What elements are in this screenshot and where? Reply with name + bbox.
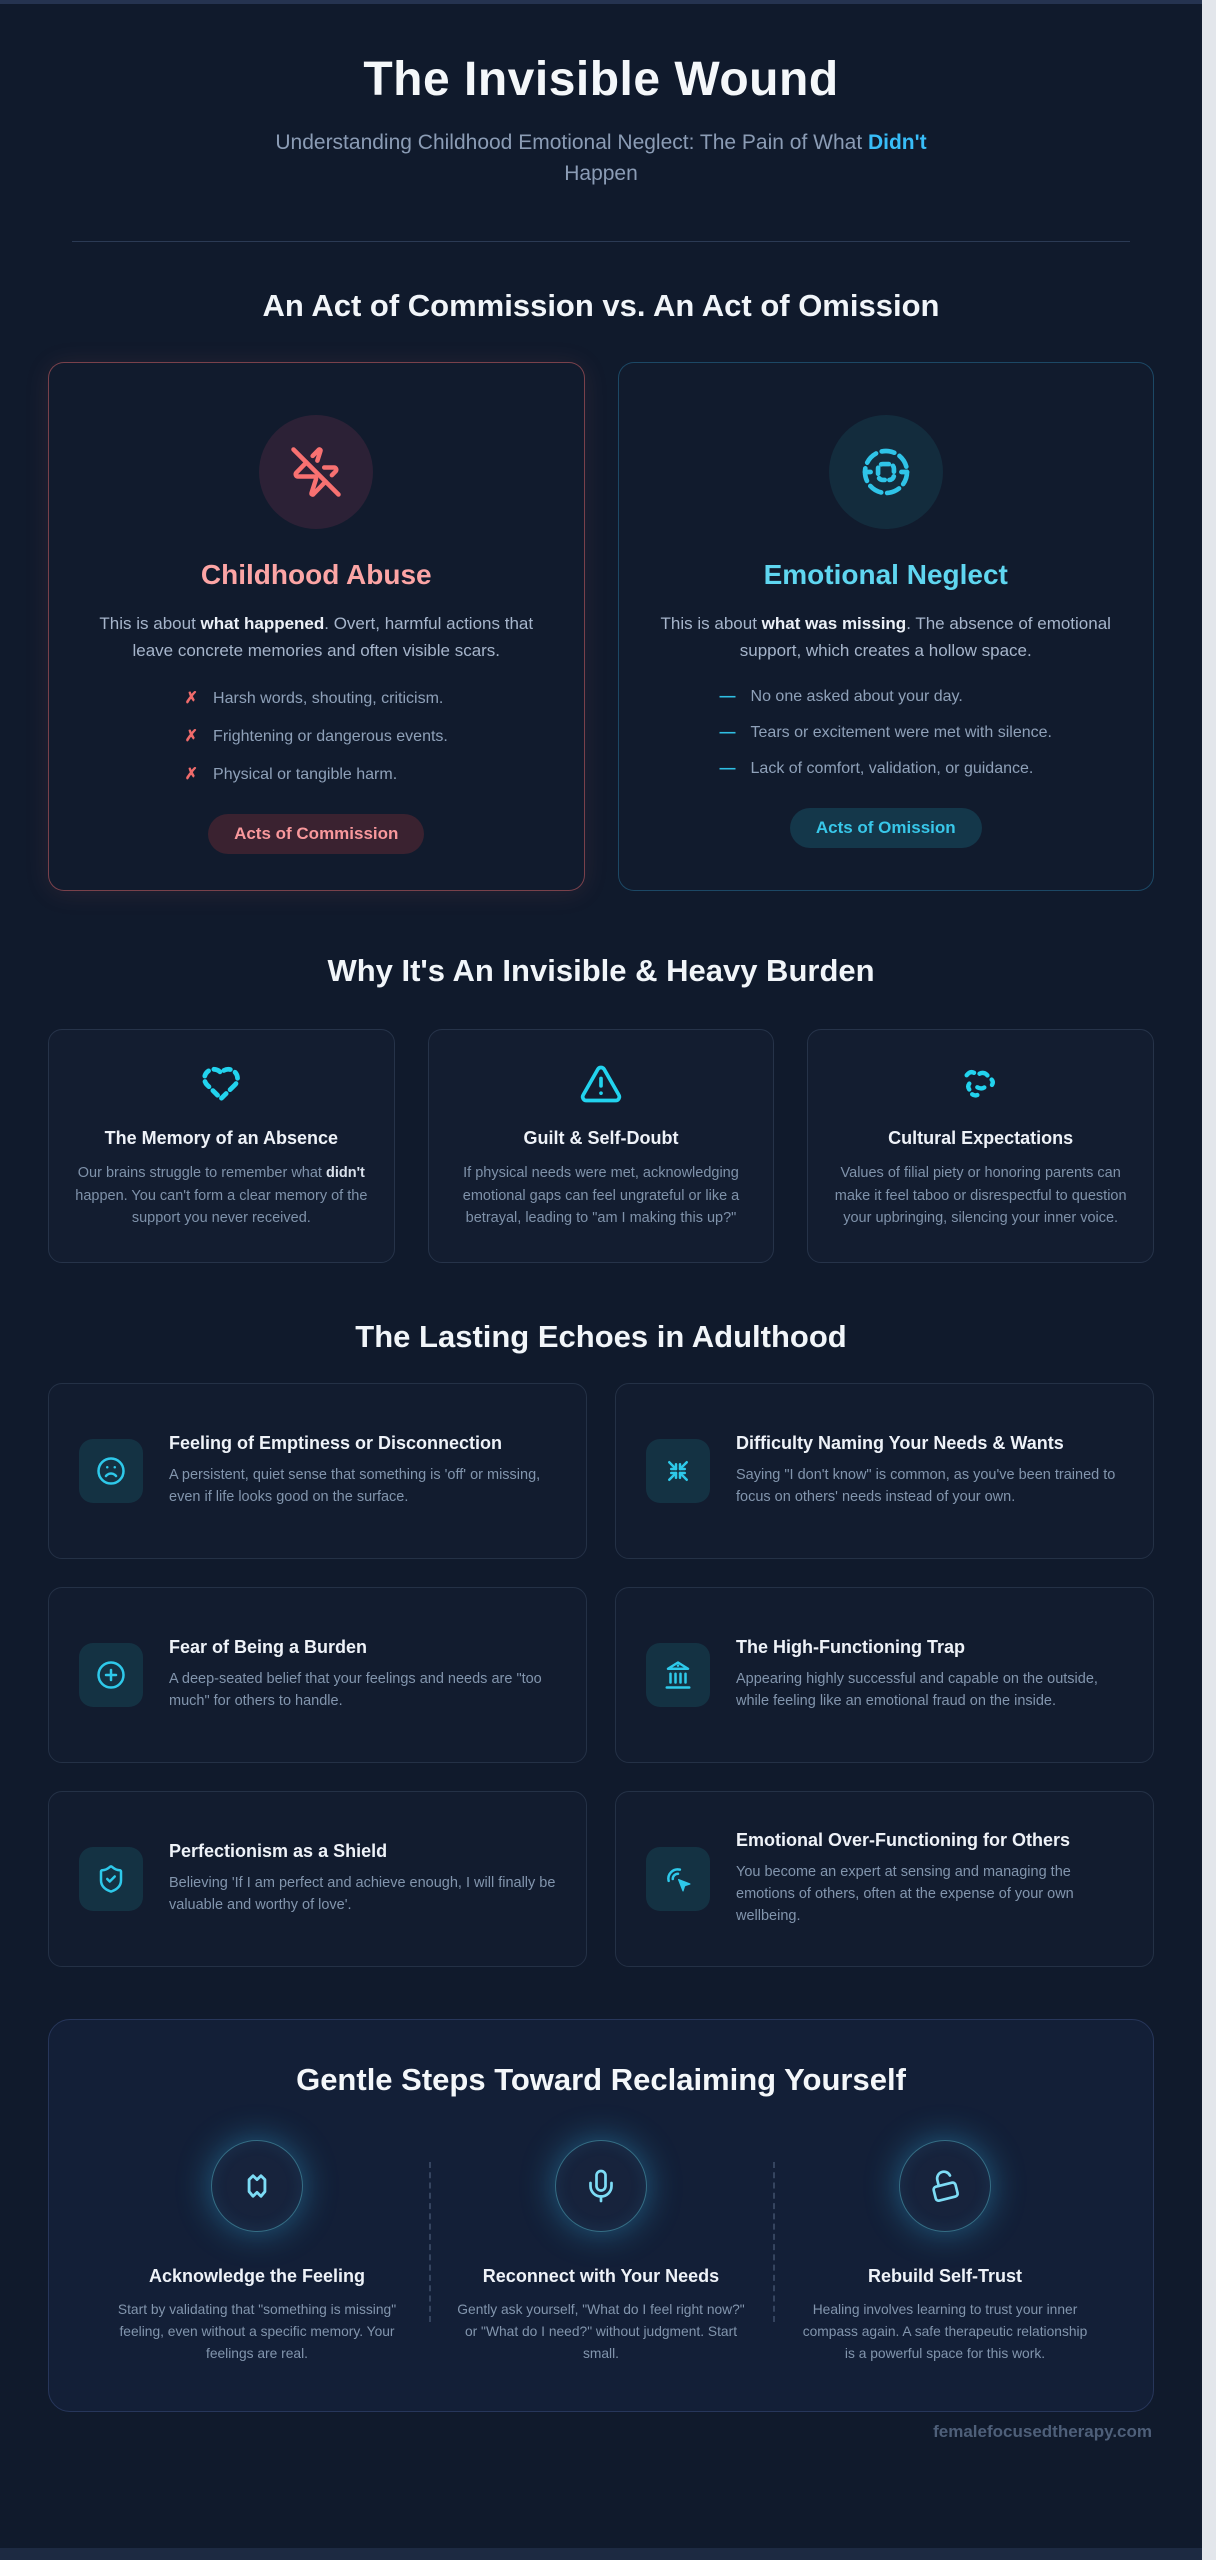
burden-section — [48, 953, 1154, 1263]
icon-tile — [646, 1439, 710, 1503]
emptiness-card — [48, 1383, 587, 1559]
icon-tile — [79, 1847, 143, 1911]
card-title: Guilt & Self-Doubt — [523, 1127, 679, 1148]
card-text: If physical needs were met, acknowledging emotional gaps can feel ungrateful or like a betrayal, leading to "am I making this up?" — [462, 1165, 740, 1227]
list-item — [185, 764, 448, 784]
card-body — [169, 1636, 556, 1712]
burden-heading: Why It's An Invisible & Heavy Burden — [327, 952, 875, 988]
icon-wrap — [73, 1062, 370, 1106]
card-text: You become an expert at sensing and managing the emotions of others, often at the expense of your own wellbeing. — [736, 1863, 1074, 1925]
card-title: Fear of Being a Burden — [169, 1637, 368, 1658]
emotional-neglect-card — [618, 362, 1155, 891]
list-item — [185, 726, 448, 746]
content-container — [0, 52, 1202, 2412]
card-text: A deep-seated belief that your feelings and needs are "too much" for others to handle. — [169, 1670, 542, 1710]
icon-wrap — [453, 1062, 750, 1106]
steps-grid — [85, 2140, 1117, 2365]
card-body — [736, 1636, 1123, 1712]
step-separator — [429, 2162, 431, 2322]
x-mark-icon: ✗ — [184, 765, 199, 783]
text-prefix: Our brains struggle to remember what — [77, 1165, 326, 1182]
gem-badge-icon — [238, 2167, 276, 2205]
bottom-accent-strip — [0, 2548, 1202, 2560]
neglect-list — [720, 688, 1052, 778]
high-functioning-card — [615, 1587, 1154, 1763]
abuse-desc-prefix: This is about — [99, 614, 201, 634]
page-subtitle — [241, 127, 961, 189]
alert-triangle-icon — [579, 1062, 623, 1106]
subtitle-highlight: Didn't — [867, 131, 927, 154]
card-title: Perfectionism as a Shield — [169, 1841, 388, 1862]
microphone-icon — [583, 2168, 619, 2204]
abuse-desc-bold: what happened — [200, 614, 325, 634]
card-text: Appearing highly successful and capable on the outside, while feeling like an emotional fraud on the inside. — [736, 1670, 1098, 1710]
header — [48, 52, 1154, 242]
frown-face-icon — [96, 1456, 126, 1486]
card-body — [736, 1432, 1123, 1508]
step-rebuild — [773, 2140, 1117, 2365]
list-item-text: Frightening or dangerous events. — [213, 727, 448, 745]
comparison-section — [48, 288, 1154, 891]
abuse-description — [86, 611, 546, 664]
icon-tile — [646, 1847, 710, 1911]
comparison-grid — [48, 362, 1154, 891]
omission-badge: Acts of Omission — [790, 808, 982, 848]
abuse-desc-suffix: . Overt, harmful actions that leave concrete memories and often visible scars. — [132, 614, 534, 660]
x-mark-icon: ✗ — [184, 727, 199, 745]
card-title: Difficulty Naming Your Needs & Wants — [736, 1433, 1064, 1454]
card-title: Feeling of Emptiness or Disconnection — [169, 1433, 503, 1454]
step-text: Healing involves learning to trust your inner compass again. A safe therapeutic relationship is a powerful space for this work. — [802, 2301, 1088, 2361]
neglect-icon-circle — [829, 415, 943, 529]
list-item-text: Lack of comfort, validation, or guidance. — [750, 759, 1034, 777]
step-reconnect — [429, 2140, 773, 2365]
abuse-list — [185, 688, 448, 784]
list-item-text: Physical or tangible harm. — [213, 765, 398, 783]
card-title: Emotional Over-Functioning for Others — [736, 1830, 1071, 1851]
comparison-heading: An Act of Commission vs. An Act of Omission — [262, 288, 940, 324]
step-title: Acknowledge the Feeling — [148, 2265, 366, 2286]
dashed-heart-icon — [199, 1062, 243, 1106]
header-divider — [72, 241, 1130, 242]
step-separator — [773, 2162, 775, 2322]
card-title: The High-Functioning Trap — [736, 1637, 965, 1658]
pointer-click-icon — [663, 1864, 693, 1894]
card-text: Believing 'If I am perfect and achieve enough, I will finally be valuable and worthy of love'. — [169, 1874, 556, 1914]
step-acknowledge — [85, 2140, 429, 2365]
icon-wrap — [832, 1062, 1129, 1106]
list-item — [720, 760, 1052, 778]
dash-bullet-icon: — — [719, 687, 736, 705]
icon-tile — [79, 1439, 143, 1503]
subtitle-text: Understanding Childhood Emotional Neglect: The Pain of What — [275, 131, 868, 154]
list-item-text: No one asked about your day. — [750, 687, 963, 705]
zap-off-icon — [289, 445, 343, 499]
steps-heading: Gentle Steps Toward Reclaiming Yourself — [296, 2061, 906, 2097]
step-title: Reconnect with Your Needs — [482, 2265, 720, 2286]
guilt-self-doubt-card — [428, 1029, 775, 1263]
neglect-desc-bold: what was missing — [761, 614, 907, 634]
echoes-section — [48, 1319, 1154, 1967]
list-item-text: Harsh words, shouting, criticism. — [213, 689, 444, 707]
landmark-icon — [663, 1660, 693, 1690]
card-body — [169, 1840, 556, 1916]
echoes-heading: The Lasting Echoes in Adulthood — [355, 1318, 847, 1354]
memory-of-absence-card — [48, 1029, 395, 1263]
subtitle-text-tail: Happen — [564, 162, 638, 186]
badge-wrap — [85, 784, 548, 854]
shield-check-icon — [96, 1864, 126, 1894]
shrink-arrows-icon — [663, 1456, 693, 1486]
neglect-desc-prefix: This is about — [660, 614, 762, 634]
step-icon-circle — [555, 2140, 647, 2232]
circle-plus-icon — [96, 1660, 126, 1690]
naming-needs-card — [615, 1383, 1154, 1559]
over-functioning-card — [615, 1791, 1154, 1967]
step-text: Gently ask yourself, "What do I feel right now?" or "What do I need?" without judgment. Start small. — [457, 2301, 745, 2361]
card-text: Values of filial piety or honoring parents can make it feel taboo or disrespectful to question your upbringing, silencing your inner voice. — [834, 1165, 1127, 1227]
abuse-icon-circle — [259, 415, 373, 529]
x-mark-icon: ✗ — [184, 689, 199, 707]
step-title: Rebuild Self-Trust — [867, 2265, 1022, 2286]
step-icon-circle — [899, 2140, 991, 2232]
abuse-title: Childhood Abuse — [200, 559, 432, 591]
dashed-target-icon — [858, 444, 914, 500]
gentle-steps-panel — [48, 2019, 1154, 2412]
dash-bullet-icon: — — [719, 723, 736, 741]
badge-wrap — [655, 778, 1118, 848]
list-item-text: Tears or excitement were met with silence. — [750, 723, 1052, 741]
text-bold: didn't — [325, 1165, 365, 1182]
card-title: The Memory of an Absence — [104, 1127, 339, 1148]
page-title: The Invisible Wound — [363, 53, 839, 106]
dash-bullet-icon: — — [719, 759, 736, 777]
list-item — [720, 724, 1052, 742]
list-item — [720, 688, 1052, 706]
list-item — [185, 688, 448, 708]
card-title: Cultural Expectations — [888, 1127, 1074, 1148]
scattered-dashes-icon — [959, 1062, 1003, 1106]
icon-tile — [646, 1643, 710, 1707]
cultural-expectations-card — [807, 1029, 1154, 1263]
step-icon-circle — [211, 2140, 303, 2232]
step-text: Start by validating that "something is missing" feeling, even without a specific memory. Your feelings are real. — [117, 2301, 397, 2361]
burden-grid — [48, 1029, 1154, 1263]
card-text — [73, 1162, 370, 1229]
neglect-description — [656, 611, 1116, 664]
text-suffix: happen. You can't form a clear memory of the support you never received. — [75, 1187, 368, 1227]
commission-badge: Acts of Commission — [208, 814, 424, 854]
icon-tile — [79, 1643, 143, 1707]
card-text: A persistent, quiet sense that something is 'off' or missing, even if life looks good on the surface. — [169, 1466, 541, 1506]
childhood-abuse-card — [48, 362, 585, 891]
card-body — [169, 1432, 556, 1508]
card-text: Saying "I don't know" is common, as you've been trained to focus on others' needs instead of your own. — [736, 1466, 1116, 1506]
neglect-title: Emotional Neglect — [763, 559, 1008, 591]
echoes-grid — [48, 1383, 1154, 1967]
neglect-desc-suffix: . The absence of emotional support, which creates a hollow space. — [739, 614, 1111, 660]
top-accent-strip — [0, 0, 1202, 4]
unlock-icon — [927, 2168, 963, 2204]
card-body — [736, 1829, 1123, 1928]
fear-burden-card — [48, 1587, 587, 1763]
site-footer: femalefocusedtherapy.com — [933, 2421, 1152, 2441]
perfectionism-card — [48, 1791, 587, 1967]
